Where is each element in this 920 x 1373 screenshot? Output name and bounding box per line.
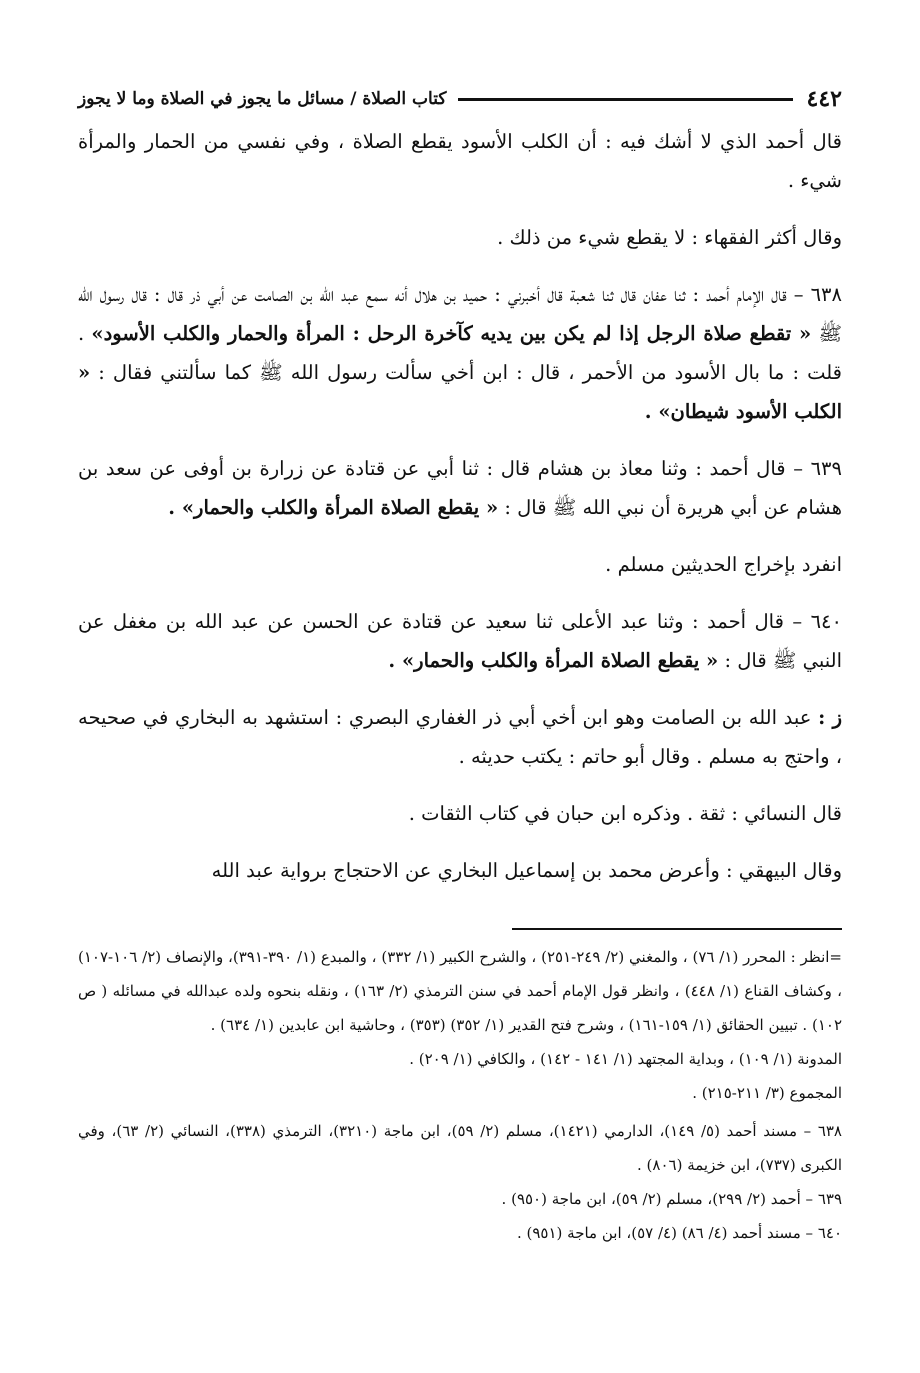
hadith-quote: « تقطع صلاة الرجل إذا لم يكن بين يديه كآخرة الرحل : المرأة والحمار والكلب الأسود» — [91, 322, 812, 345]
hadith-chain: ٦٣٨ – قال الإمام أحمد : ثنا عفان قال ثنا شعبة قال أخبرني : حميد بن هلال أنه سمع عبد الله بن الصامت عن أبي ذر قال : قال رسول الله ﷺ — [78, 283, 842, 345]
footnote: المدونة (١/ ١٠٩) ، وبداية المجتهد (١/ ١٤١ - ١٤٢) ، والكافي (١/ ٢٠٩) . — [409, 1050, 842, 1068]
hadith-chain: ٦٣٩ – قال أحمد : وثنا معاذ بن هشام قال : ثنا أبي عن قتادة عن زرارة بن أوفى عن سعد بن هشام عن أبي هريرة أن نبي الله ﷺ قال : — [78, 457, 842, 519]
header-rule — [458, 98, 792, 101]
hadith-638 — [78, 275, 842, 431]
footnotes — [78, 940, 842, 1250]
footnote-separator — [512, 928, 842, 930]
footnote: ٦٤٠ – مسند أحمد (٤/ ٨٦) (٤/ ٥٧)، ابن ماجة (٩٥١) . — [516, 1224, 842, 1242]
footnote: =انظر : المحرر (١/ ٧٦) ، والمغني (٢/ ٢٤٩-٢٥١) ، والشرح الكبير (١/ ٣٣٢) ، والمبدع (١/ ٣٩٠-٣٩١)، والإنصاف (٢/ ١٠٦-١٠٧) ، وكشاف القناع (١/ ٤٤٨) ، وانظر قول الإمام أحمد في سنن الترمذي (٢/ ١٦٣) ، ونقله بنحوه ولده عبدالله في مسائله ( ص ١٠٢) . تبيين الحقائق (١/ ١٥٩-١٦١) ، وشرح فتح القدير (١/ ٣٥٢) (٣٥٣) ، وحاشية ابن عابدين (١/ ٦٣٤) . — [78, 948, 843, 1034]
hadith-continuation: . قلت : ما بال الأسود من الأحمر ، قال : ابن أخي سألت رسول الله ﷺ كما سألتني فقال : — [78, 322, 843, 384]
hadith-quote: « يقطع الصلاة المرأة والكلب والحمار» . — [388, 649, 719, 672]
hadith-639 — [78, 449, 842, 527]
paragraph — [78, 545, 842, 584]
paragraph — [78, 218, 842, 257]
commentary-marker: ز : — [818, 706, 843, 729]
commentary — [78, 698, 842, 776]
page-number: ٤٤٢ — [806, 86, 842, 112]
footnote: ٦٣٨ – مسند أحمد (٥/ ١٤٩)، الدارمي (١٤٢١)، مسلم (٢/ ٥٩)، ابن ماجة (٣٢١٠)، الترمذي (٣٣٨)، النسائي (٢/ ٦٣)، وفي الكبرى (٧٣٧)، ابن خزيمة (٨٠٦) . — [78, 1122, 842, 1174]
paragraph-text: وقال البيهقي : وأعرض محمد بن إسماعيل البخاري عن الاحتجاج برواية عبد الله — [211, 859, 842, 882]
commentary-text: عبد الله بن الصامت وهو ابن أخي أبي ذر الغفاري البصري : استشهد به البخاري في صحيحه ، واحتج به مسلم . وقال أبو حاتم : يكتب حديثه . — [78, 706, 842, 768]
paragraph — [78, 794, 842, 833]
paragraph — [78, 851, 842, 890]
hadith-chain: ٦٤٠ – قال أحمد : وثنا عبد الأعلى ثنا سعيد عن قتادة عن الحسن عن عبد الله بن مغفل عن النبي ﷺ قال : — [78, 610, 842, 672]
footnote: ٦٣٩ – أحمد (٢/ ٢٩٩)، مسلم (٢/ ٥٩)، ابن ماجة (٩٥٠) . — [501, 1190, 842, 1208]
paragraph — [78, 122, 842, 200]
hadith-quote: « يقطع الصلاة المرأة والكلب والحمار» . — [168, 496, 499, 519]
paragraph-text: قال النسائي : ثقة . وذكره ابن حبان في كتاب الثقات . — [408, 802, 842, 825]
page-header — [78, 84, 842, 114]
main-text — [78, 122, 842, 908]
paragraph-text: قال أحمد الذي لا أشك فيه : أن الكلب الأسود يقطع الصلاة ، وفي نفسي من الحمار والمرأة شيء . — [78, 130, 842, 192]
paragraph-text: وقال أكثر الفقهاء : لا يقطع شيء من ذلك . — [497, 226, 842, 249]
hadith-quote: « الكلب الأسود شيطان» . — [78, 361, 842, 423]
footnote: المجموع (٣/ ٢١١-٢١٥) . — [692, 1084, 842, 1102]
running-title: كتاب الصلاة / مسائل ما يجوز في الصلاة وما لا يجوز — [78, 89, 447, 109]
hadith-640 — [78, 602, 842, 680]
paragraph-text: انفرد بإخراج الحديثين مسلم . — [605, 553, 842, 576]
